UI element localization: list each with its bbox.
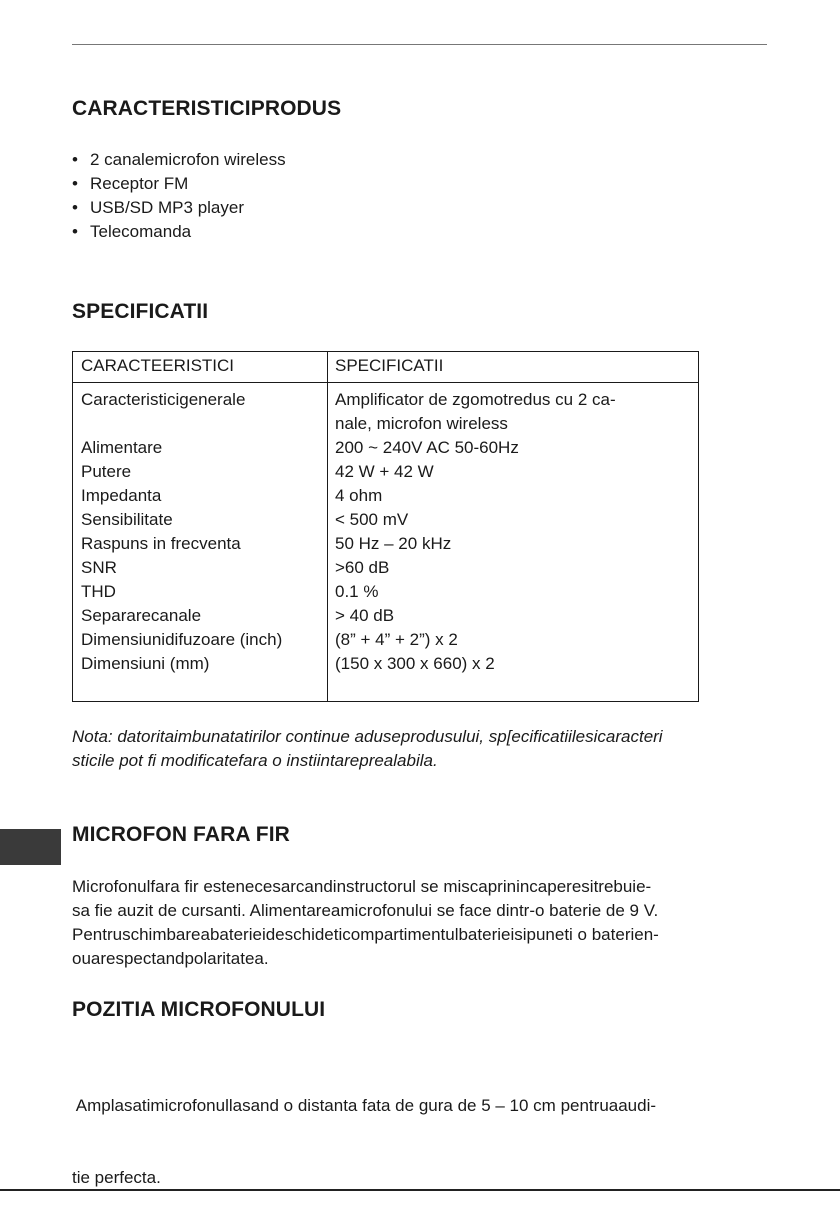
spec-value: 200 ~ 240V AC 50-60Hz: [335, 438, 519, 457]
wireless-heading: MICROFON FARA FIR: [72, 823, 290, 846]
footer-rule: [0, 1189, 840, 1191]
spec-name: Dimensiunidifuzoare (inch): [81, 630, 283, 649]
spec-value-continued: nale, microfon wireless: [335, 414, 508, 433]
specs-heading: SPECIFICATII: [72, 300, 209, 323]
spec-name: Impedanta: [81, 486, 162, 505]
bullet-icon: •: [72, 222, 78, 241]
table-header-characteristics: CARACTEERISTICI: [81, 356, 235, 375]
spec-value: > 40 dB: [335, 606, 395, 625]
spec-name: Caracteristicigenerale: [81, 390, 246, 409]
features-list: [72, 148, 286, 244]
spec-name: Alimentare: [81, 438, 163, 457]
table-header-specifications: SPECIFICATII: [335, 356, 444, 375]
header-rule: [72, 44, 767, 45]
position-heading: POZITIA MICROFONULUI: [72, 998, 326, 1021]
spec-value: (8” + 4” + 2”) x 2: [335, 630, 458, 649]
bullet-icon: •: [72, 174, 78, 193]
spec-name: Separarecanale: [81, 606, 202, 625]
spec-value: >60 dB: [335, 558, 390, 577]
specs-note: Nota: datoritaimbunatatirilor continue aduseprodusului, sp[ecificatiilesicaracteri sticile pot fi modificatefara o instiintareprealabila.: [72, 727, 663, 770]
chapter-tab-marker: [0, 829, 61, 865]
bullet-icon: •: [72, 198, 78, 217]
list-item: • Receptor FM: [72, 172, 286, 196]
list-item: • Telecomanda: [72, 220, 286, 244]
spec-name: SNR: [81, 558, 117, 577]
spec-value: Amplificator de zgomotredus cu 2 ca-: [335, 390, 616, 409]
spec-table: [72, 351, 699, 702]
position-paragraph: Amplasatimicrofonullasand o distanta fata de gura de 5 – 10 cm pentruaaudi- tie perfecta.: [72, 1096, 657, 1187]
features-heading: CARACTERISTICIPRODUS: [72, 97, 342, 120]
wireless-paragraph: Microfonulfara fir estenecesarcandinstructorul se miscaprinincaperesitrebuie- sa fie auzit de cursanti. Alimentareamicrofonului se face dintr-o baterie de 9 V. Pentruschimbareabaterieideschideticompartimentulbaterieisipuneti o baterien- ouarespectandpolaritatea.: [72, 877, 659, 968]
spec-value: (150 x 300 x 660) x 2: [335, 654, 495, 673]
table-header-divider: [73, 382, 698, 383]
spec-value: 0.1 %: [335, 582, 379, 601]
spec-name: Dimensiuni (mm): [81, 654, 210, 673]
list-item: • 2 canalemicrofon wireless: [72, 148, 286, 172]
bullet-icon: •: [72, 150, 78, 169]
spec-name: Raspuns in frecventa: [81, 534, 241, 553]
spec-value: 4 ohm: [335, 486, 383, 505]
spec-name: Putere: [81, 462, 132, 481]
spec-value: 50 Hz – 20 kHz: [335, 534, 452, 553]
spec-value: < 500 mV: [335, 510, 409, 529]
spec-name: Sensibilitate: [81, 510, 173, 529]
spec-name: THD: [81, 582, 116, 601]
spec-value: 42 W + 42 W: [335, 462, 434, 481]
list-item: • USB/SD MP3 player: [72, 196, 286, 220]
table-column-divider: [327, 352, 328, 701]
